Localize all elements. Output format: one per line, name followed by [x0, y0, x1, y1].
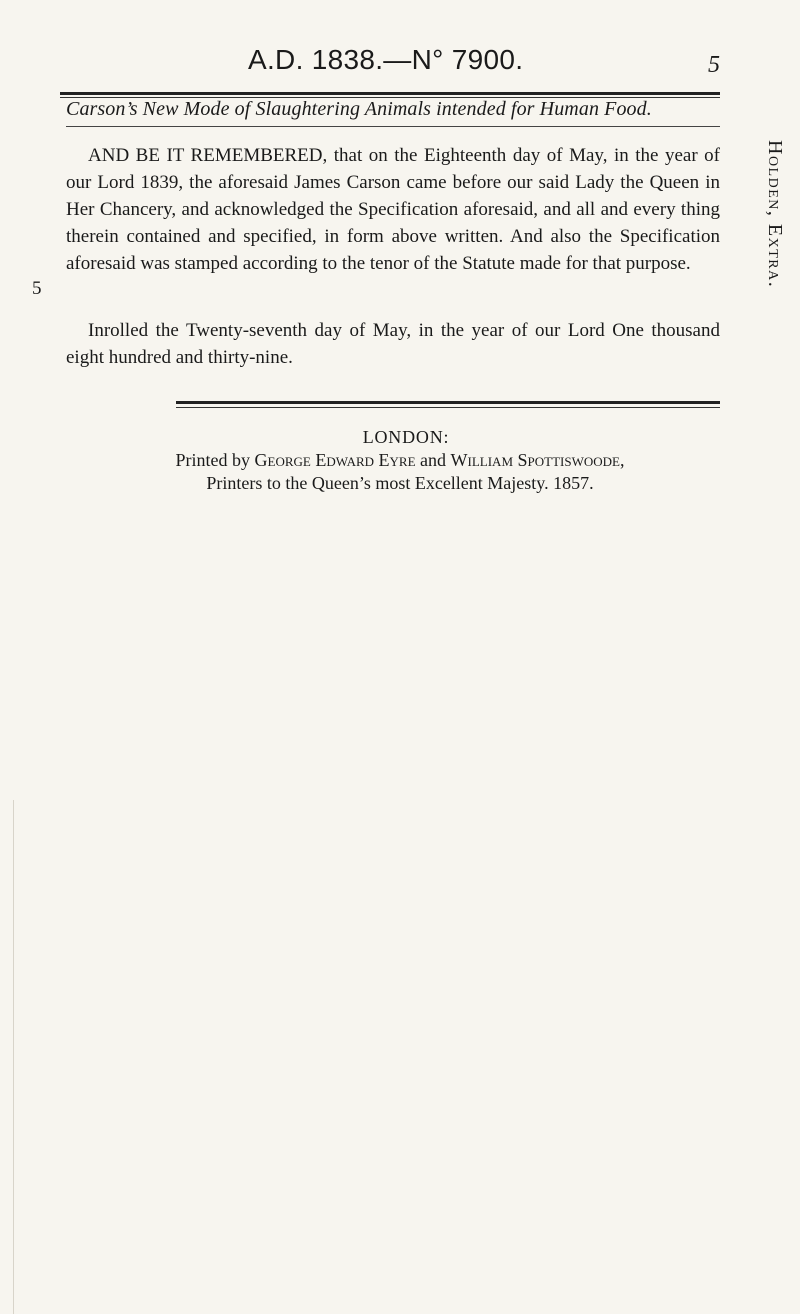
imprint-printer-2: William Spottiswoode,	[450, 450, 625, 470]
enrolment-paragraph: AND BE IT REMEMBERED, that on the Eighteenth day of May, in the year of our Lord 1839, the aforesaid James Carson came before our said Lady the Queen in Her Chancery, and acknowledged the Specification aforesaid, and all and every thing therein contained and specified, in form above written. And also the Specification aforesaid was stamped according to the tenor of the Statute made for that purpose.	[66, 145, 720, 274]
patent-subtitle: Carson’s New Mode of Slaughtering Animals intended for Human Food.	[66, 98, 652, 120]
imprint-printers	[0, 450, 800, 471]
imprint-place: LONDON:	[362, 427, 450, 447]
imprint-rule-thick	[176, 401, 720, 404]
page-header-title: A.D. 1838.—N° 7900.	[248, 44, 524, 75]
inrolled-paragraph: Inrolled the Twenty-seventh day of May, in the year of our Lord One thousand eight hundred and thirty-nine.	[66, 320, 720, 368]
page-edge-line	[13, 800, 14, 1314]
imprint-rule-thin	[176, 407, 720, 408]
imprint-printer-1: George Edward Eyre	[254, 450, 416, 470]
page-number: 5	[708, 52, 720, 78]
margin-note: Holden, Extra.	[764, 140, 786, 289]
imprint-and: and	[415, 450, 451, 470]
subtitle-rule	[66, 126, 720, 127]
imprint-prefix: Printed by	[175, 450, 255, 470]
line-number: 5	[32, 278, 42, 299]
imprint-majesty-line: Printers to the Queen’s most Excellent Majesty. 1857.	[206, 473, 594, 493]
header-rule-thick	[60, 92, 720, 95]
